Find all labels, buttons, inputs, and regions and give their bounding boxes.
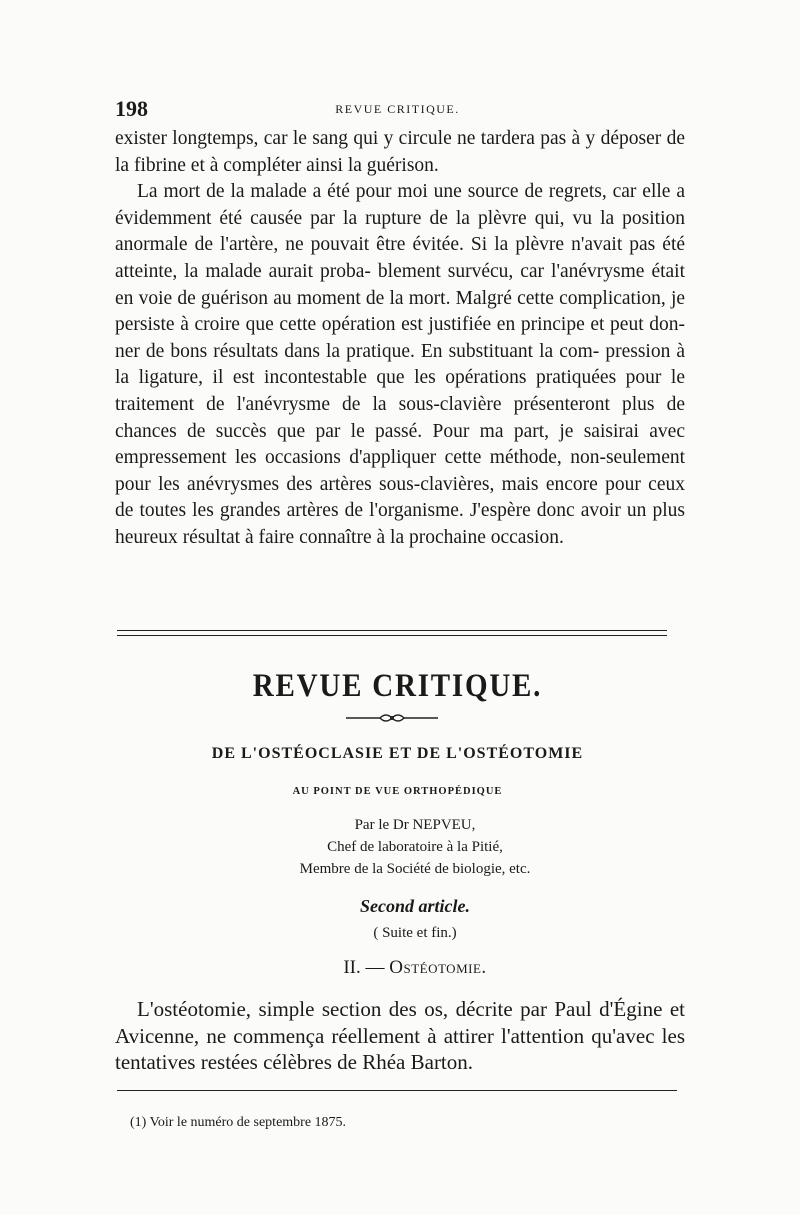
text-line: résultat à faire connaître à la prochaine occasion.: [182, 526, 564, 548]
text-line: pratiquées pour le traitement de l'anévrysme de la sous-clavière: [115, 367, 686, 415]
footnote: (1) Voir le numéro de septembre 1875.: [130, 1115, 347, 1130]
section-divider: [117, 630, 667, 636]
text-line: car elle a évidemment été causée par la rupture de la plèvre: [115, 181, 685, 229]
text-line: cette méthode, non-seulement pour les anévrysmes des artères: [115, 447, 686, 495]
footnote-rule: [117, 1090, 677, 1091]
text-line: blement survécu, car l'anévrysme était en voie de guérison au: [115, 260, 686, 309]
text-line: L'ostéotomie, simple section des os, décrite par Paul d'Égine: [137, 997, 663, 1021]
text-line: qui, vu la position anormale de l'artère, ne pouvait être évitée.: [115, 207, 685, 256]
body-text: [115, 126, 685, 552]
text-line: présenteront plus de chances de succès que par le passé. Pour: [115, 393, 685, 442]
paragraph-continuation: [115, 126, 685, 179]
text-line: Si la plèvre n'avait pas été atteinte, la malade aurait proba-: [115, 234, 686, 282]
text-line: moment de la mort. Malgré cette complication, je persiste à: [115, 287, 686, 336]
text-line: et Avicenne, ne commença réellement à attirer l'attention: [115, 997, 685, 1048]
article-body: [115, 996, 685, 1076]
subsection-number: II. —: [343, 957, 385, 978]
article-paragraph: [115, 996, 685, 1076]
article-subtitle: AU POINT DE VUE ORTHOPÉDIQUE: [292, 786, 503, 797]
suite-label: ( Suite et fin.): [373, 925, 457, 941]
ornament-divider: [346, 710, 438, 726]
paragraph-conclusion: [115, 179, 685, 551]
page-number: 198: [115, 96, 148, 121]
section-title: REVUE CRITIQUE.: [252, 668, 543, 704]
text-line: croire que cette opération est justifiée en principe et peut don-: [194, 314, 686, 336]
article-title: DE L'OSTÉOCLASIE ET DE L'OSTÉOTOMIE: [211, 745, 584, 762]
text-line: artères de l'organisme. J'espère donc avoir un plus heureux: [115, 500, 685, 548]
text-line: qu'avec les tentatives restées célèbres de Rhéa Barton.: [115, 1023, 686, 1074]
text-line: La mort de la malade a été pour moi une source de regrets,: [137, 181, 607, 203]
author-membership: Membre de la Société de biologie, etc.: [299, 861, 531, 877]
author-byline: Par le Dr NEPVEU,: [354, 817, 476, 833]
subsection-heading: [180, 957, 650, 979]
text-line: pression à la ligature, il est incontestable que les opérations: [115, 340, 686, 389]
text-line: sous-clavières, mais encore pour ceux de toutes les grandes: [115, 473, 685, 522]
text-line: ner de bons résultats dans la pratique. En substituant la com-: [115, 340, 600, 362]
running-head: [115, 96, 680, 120]
author-affiliation: Chef de laboratoire à la Pitié,: [327, 839, 503, 855]
running-title: REVUE CRITIQUE.: [335, 102, 460, 116]
text-line: exister longtemps, car le sang qui y circule ne tardera pas à: [115, 128, 581, 149]
text-line: ma part, je saisirai avec empressement les occasions d'appliquer: [115, 420, 685, 469]
subsection-title: Ostéotomie.: [389, 957, 487, 978]
text-line: y déposer de la fibrine et à compléter ainsi la guérison.: [115, 128, 685, 176]
series-label: Second article.: [360, 896, 470, 916]
